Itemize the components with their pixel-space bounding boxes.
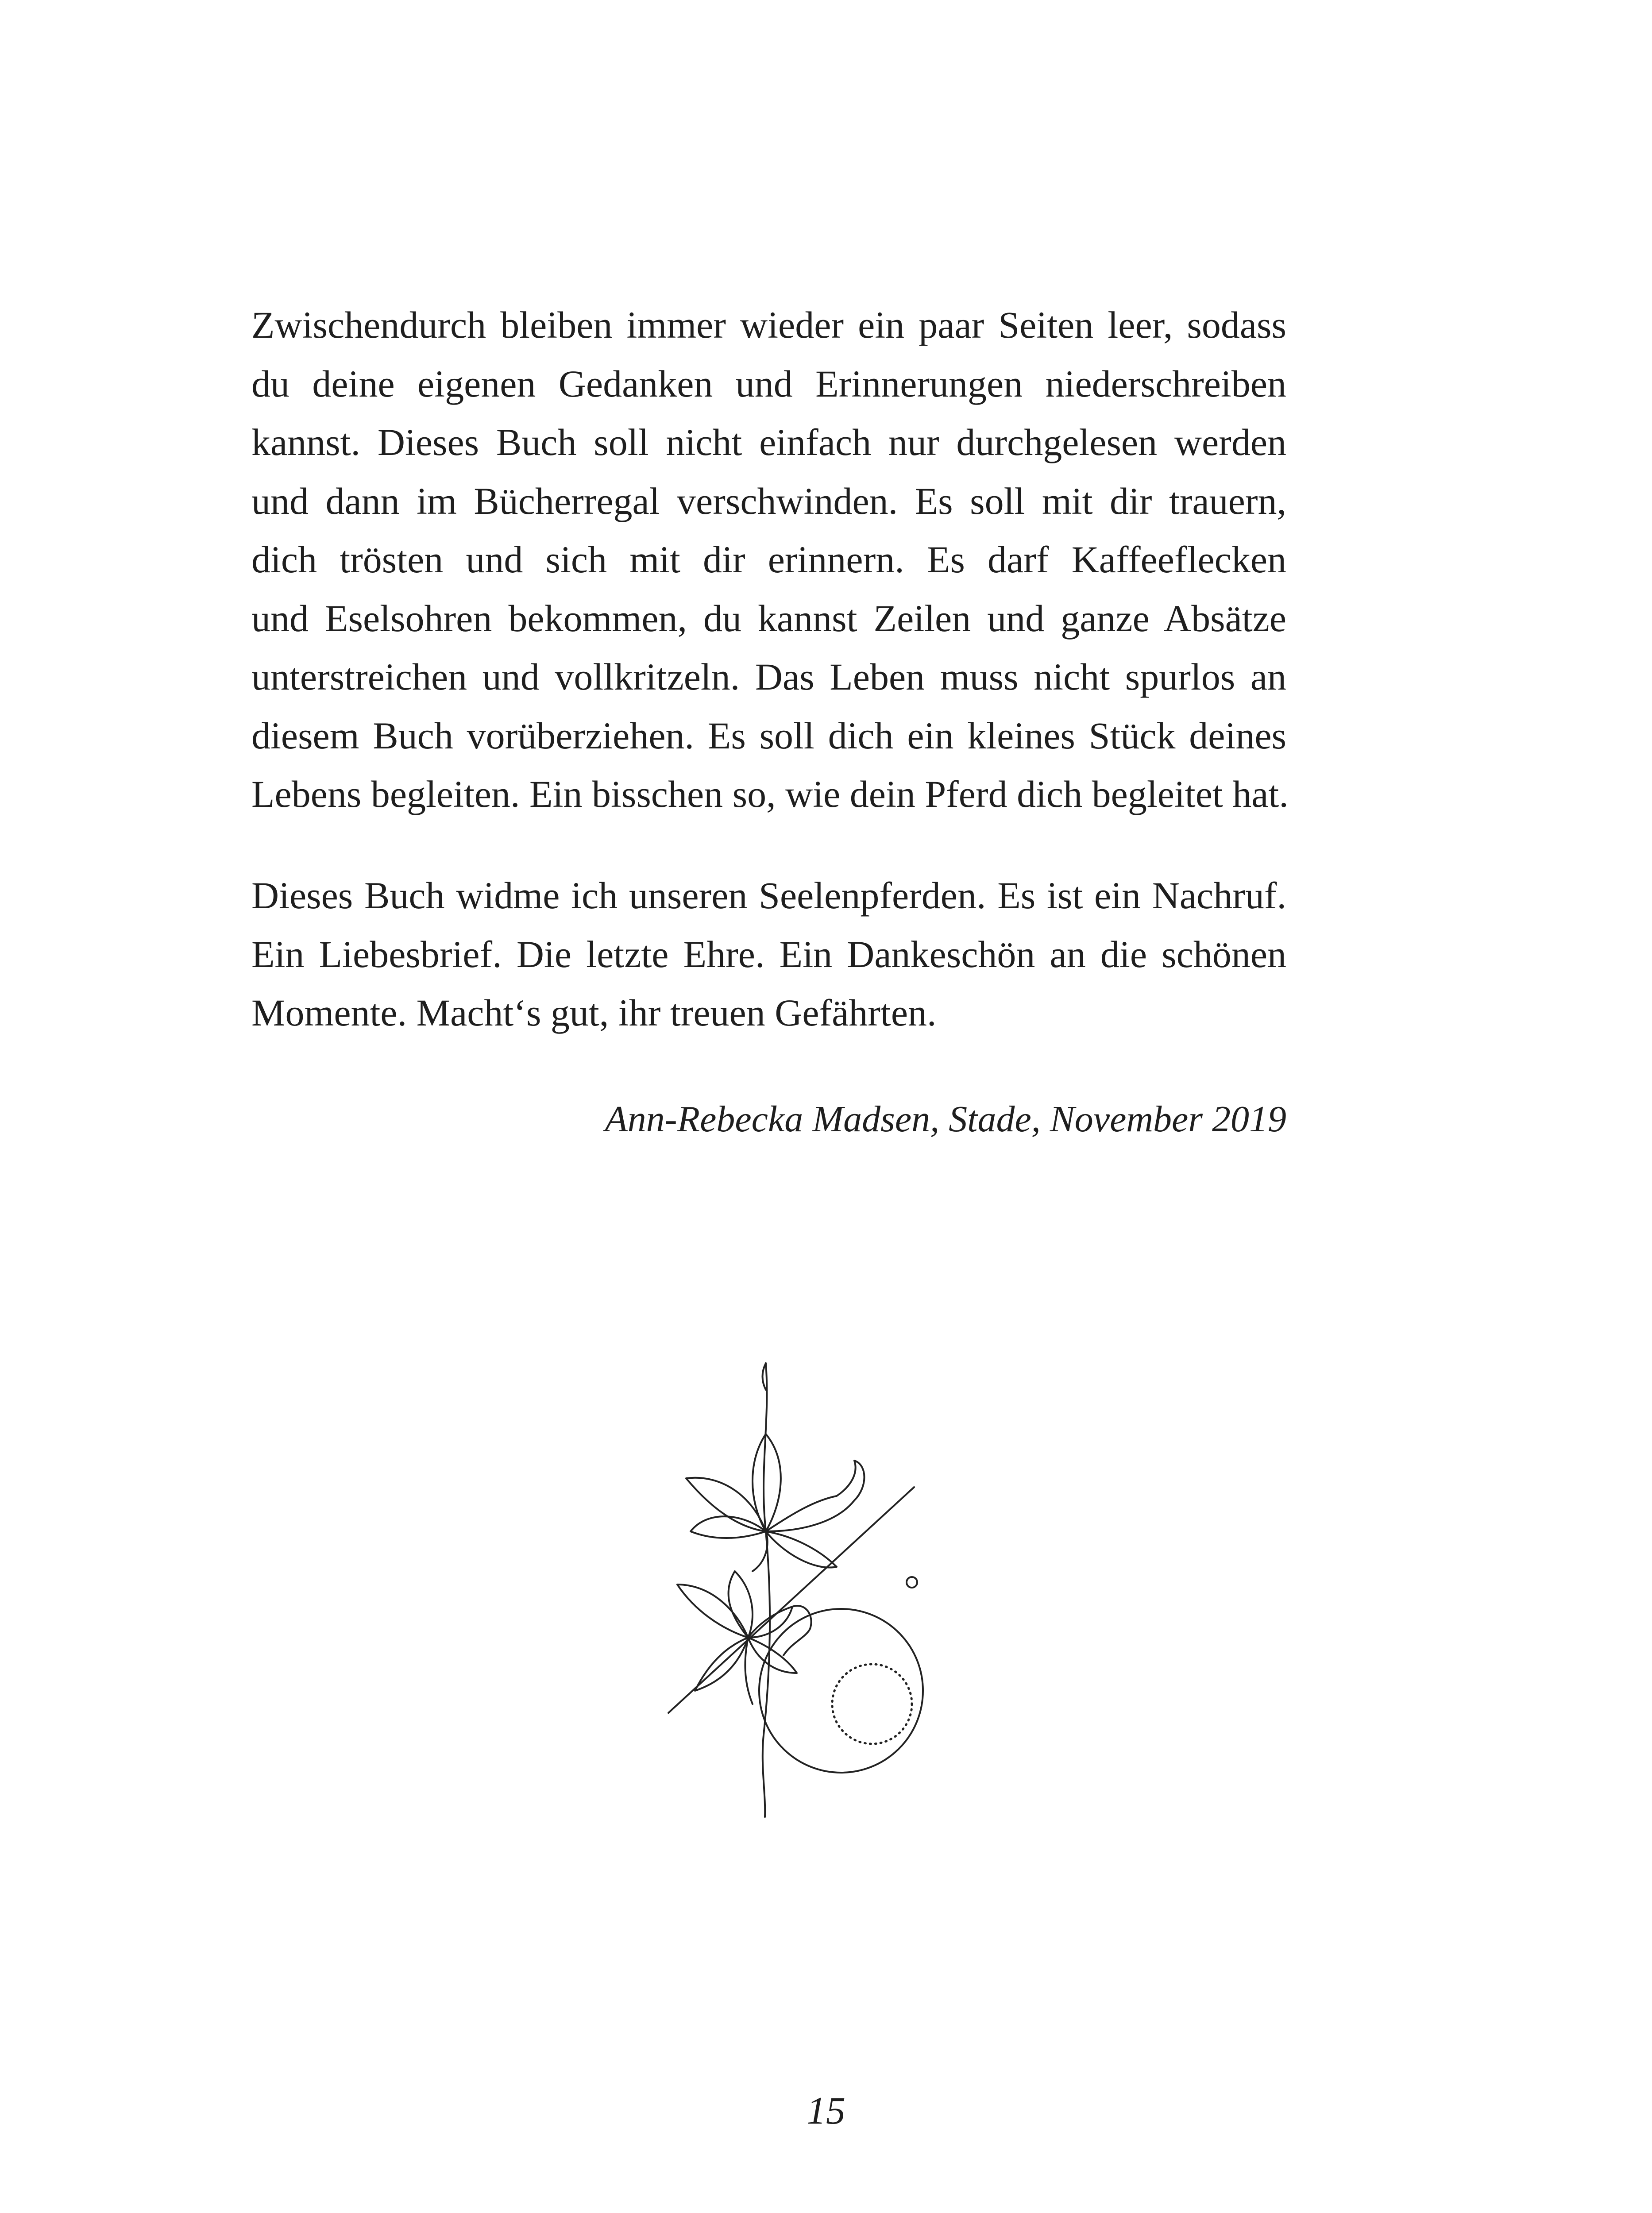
text-line: unterstreichen und vollkritzeln. Das Leben muss nicht spurlos an <box>251 655 1286 698</box>
petal <box>748 1638 797 1673</box>
tendril <box>784 1606 811 1655</box>
petal <box>753 1434 781 1531</box>
author-signature: Ann-Rebecka Madsen, Stade, November 2019 <box>605 1099 1286 1140</box>
text-line: Momente. Macht‘s gut, ihr treuen Gefährten. <box>251 991 937 1034</box>
large-circle <box>759 1609 923 1773</box>
text-line: und Eselsohren bekommen, du kannst Zeilen und ganze Absätze <box>251 597 1286 640</box>
small-circle <box>907 1577 917 1588</box>
petal <box>753 1531 768 1571</box>
petal <box>729 1571 753 1638</box>
paragraph-1 <box>251 296 1289 824</box>
stem <box>763 1363 770 1817</box>
text-line: Zwischendurch bleiben immer wieder ein paar Seiten leer, sodass <box>251 304 1286 346</box>
botanical-line-drawing-icon <box>660 1354 943 1824</box>
petal <box>691 1516 766 1538</box>
paragraph-2 <box>251 866 1286 1042</box>
text-line: Dieses Buch widme ich unseren Seelenpferden. Es ist ein Nachruf. <box>251 874 1286 917</box>
petal <box>766 1531 837 1568</box>
text-line: du deine eigenen Gedanken und Erinnerungen niederschreiben <box>251 362 1286 405</box>
text-line: Ein Liebesbrief. Die letzte Ehre. Ein Dankeschön an die schönen <box>251 933 1286 975</box>
text-line: kannst. Dieses Buch soll nicht einfach nur durchgelesen werden <box>251 421 1286 463</box>
dotted-circle <box>832 1664 912 1744</box>
text-line: dich trösten und sich mit dir erinnern. Es darf Kaffeeflecken <box>251 538 1286 581</box>
petal <box>745 1638 753 1704</box>
petal <box>677 1585 748 1638</box>
text-line: und dann im Bücherregal verschwinden. Es soll mit dir trauern, <box>251 479 1286 522</box>
text-line: Lebens begleiten. Ein bisschen so, wie dein Pferd dich begleitet hat. <box>251 773 1289 815</box>
text-line: diesem Buch vorüberziehen. Es soll dich ein kleines Stück deines <box>251 714 1286 757</box>
page-number: 15 <box>807 2090 845 2132</box>
